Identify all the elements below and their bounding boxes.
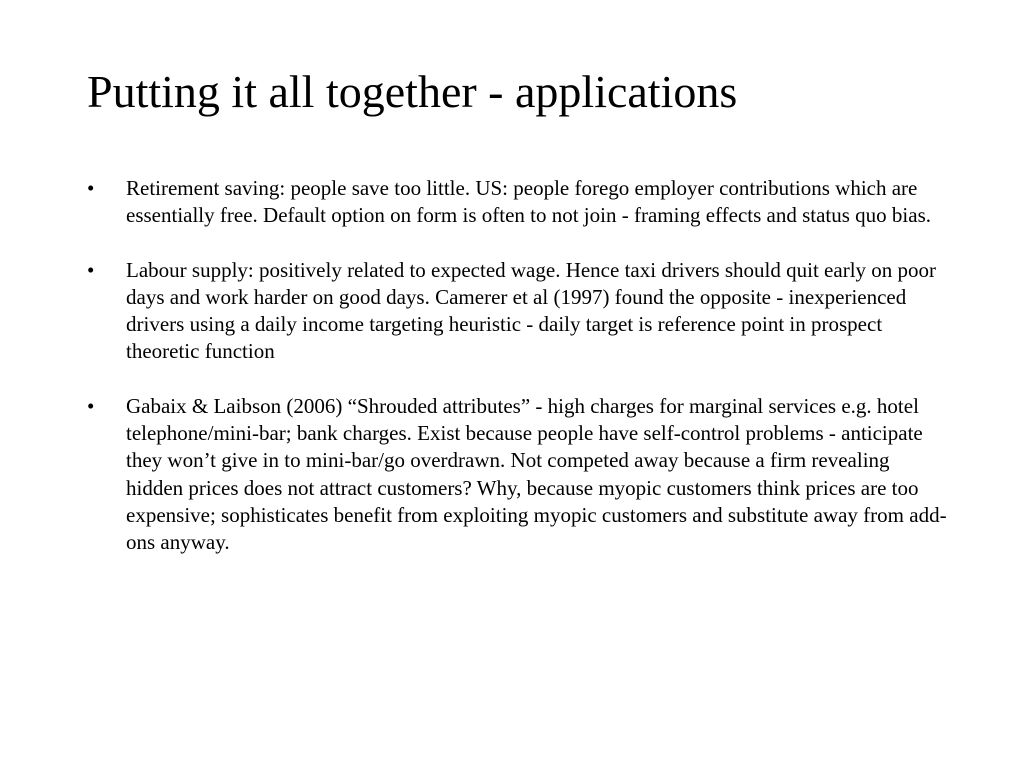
bullet-text: Gabaix & Laibson (2006) “Shrouded attributes” - high charges for marginal services e.g. hotel telephone/mini-bar; bank charges. Exist because people have self-control problems - anticipate they won’t give in to mini-bar/go overdrawn. Not competed away because a firm revealing hidden prices does not attract customers? Why, because myopic customers think prices are too expensive; sophisticates benefit from exploiting myopic customers and substitute away from add-ons anyway. (126, 393, 947, 555)
bullet-icon: • (87, 176, 95, 200)
bullet-text: Labour supply: positively related to expected wage. Hence taxi drivers should quit early on poor days and work harder on good days. Camerer et al (1997) found the opposite - inexperienced drivers using a daily income targeting heuristic - daily target is reference point in prospect theoretic function (126, 257, 937, 364)
slide-title: Putting it all together - applications (87, 66, 738, 117)
bullet-icon: • (87, 257, 95, 282)
bullet-icon: • (87, 393, 95, 418)
bullet-text: Retirement saving: people save too little. US: people forego employer contributions which are essentially free. Default option on form is often to not join - framing effects and status quo bias. (126, 176, 932, 228)
bullet-item-retirement-saving (87, 175, 947, 230)
bullet-item-labour-supply (87, 257, 947, 366)
bullet-item-shrouded-attributes (87, 393, 947, 557)
bullet-list (87, 175, 947, 584)
